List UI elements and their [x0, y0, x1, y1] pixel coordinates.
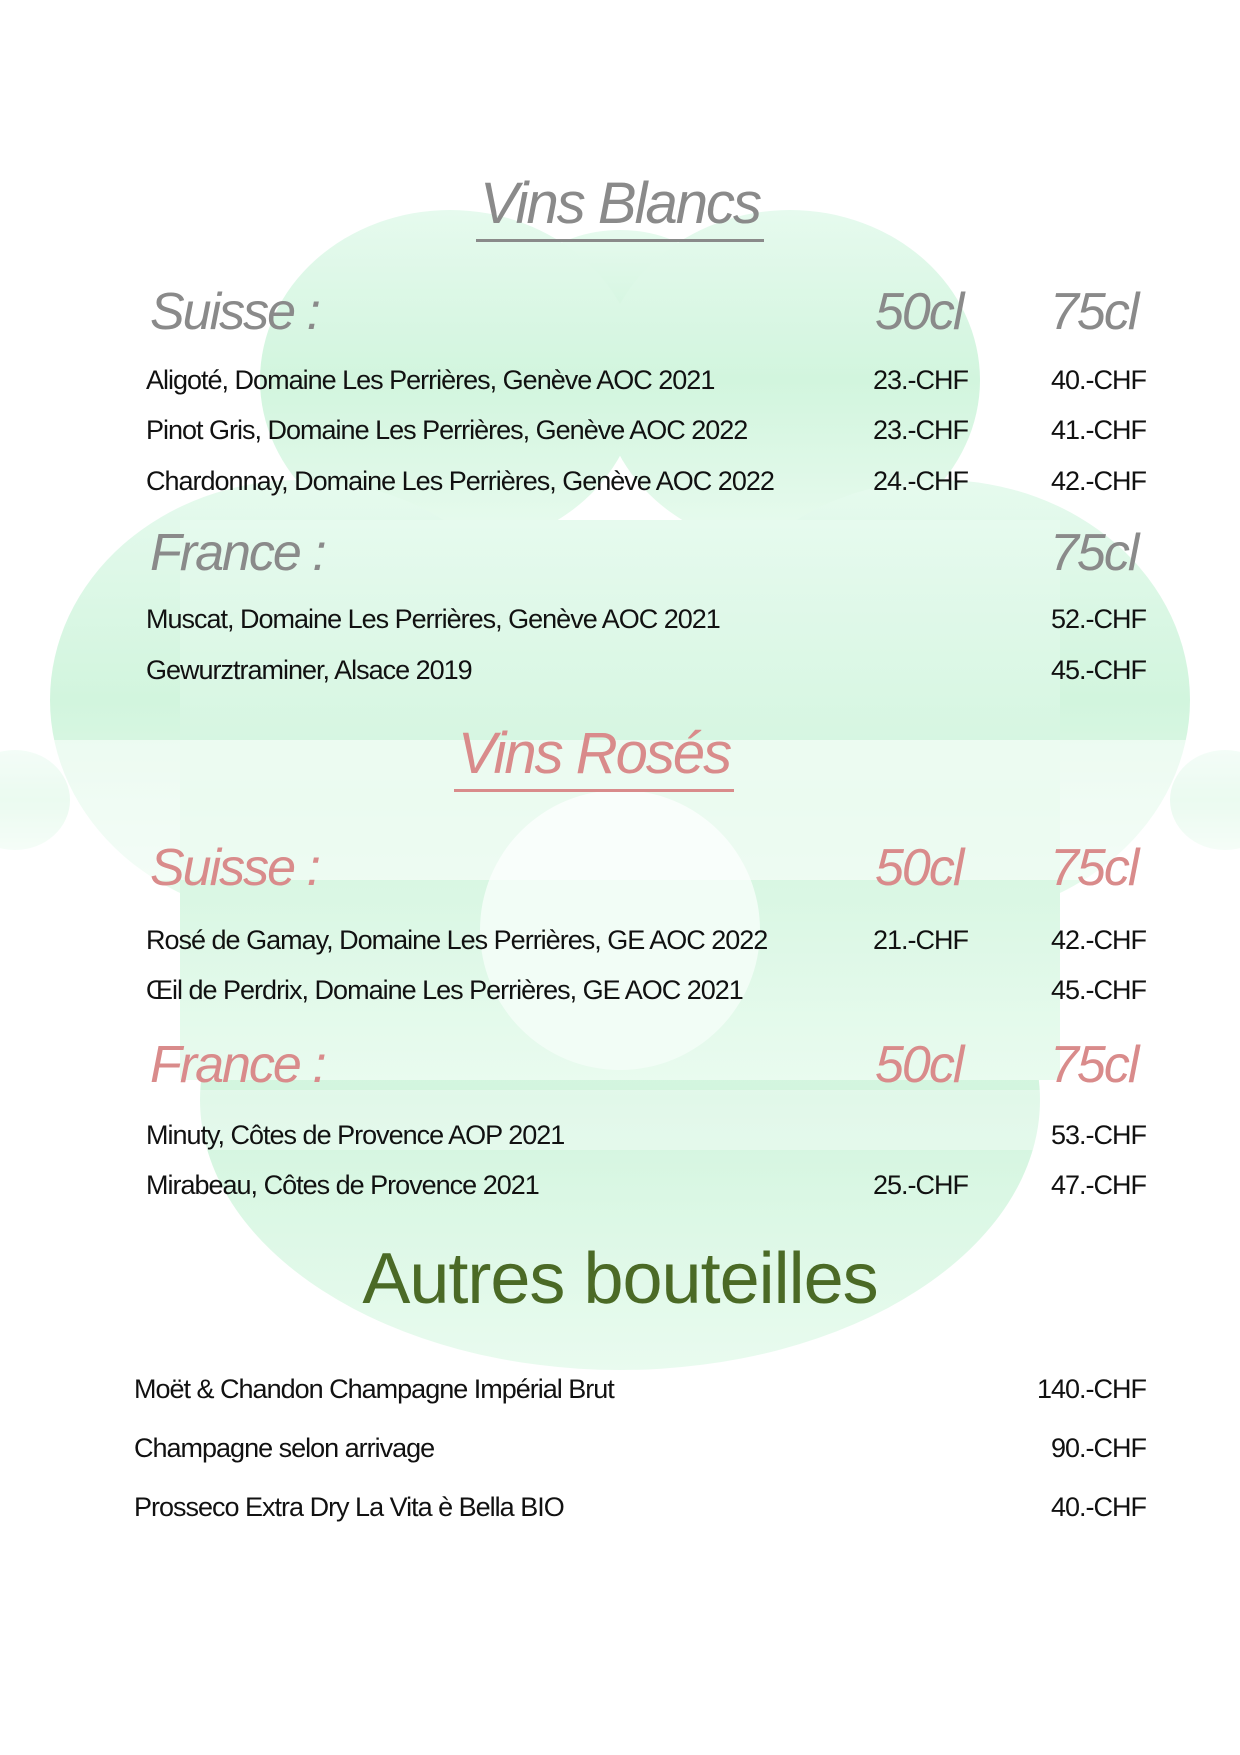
vins-blancs-title: Vins Blancs	[0, 170, 1240, 242]
price-50cl: 25.-CHF	[873, 1170, 969, 1200]
bottle-name: Moët & Chandon Champagne Impérial Brut	[134, 1374, 614, 1404]
wine-name: Minuty, Côtes de Provence AOP 2021	[146, 1120, 565, 1150]
list-item	[134, 1433, 1146, 1467]
col-50cl-label: 50cl	[875, 1036, 963, 1094]
autres-bouteilles-title: Autres bouteilles	[362, 1239, 878, 1319]
bottle-name: Champagne selon arrivage	[134, 1433, 435, 1463]
wine-name: Chardonnay, Domaine Les Perrières, Genève AOC 2022	[146, 466, 774, 496]
section-label: Suisse :	[150, 839, 319, 897]
price-75cl: 53.-CHF	[1050, 1120, 1146, 1150]
list-item	[146, 365, 1146, 399]
bottle-price: 90.-CHF	[1050, 1433, 1146, 1463]
col-75cl-label: 75cl	[1050, 839, 1138, 897]
col-75cl-label: 75cl	[1050, 1036, 1138, 1094]
col-75cl-label: 75cl	[1050, 524, 1138, 582]
bottle-price: 40.-CHF	[1050, 1492, 1146, 1522]
wine-name: Gewurztraminer, Alsace 2019	[146, 655, 472, 685]
wine-name: Mirabeau, Côtes de Provence 2021	[146, 1170, 539, 1200]
price-75cl: 40.-CHF	[1050, 365, 1146, 395]
section-label: France :	[150, 524, 325, 582]
list-item	[146, 415, 1146, 449]
section-label: France :	[150, 1036, 325, 1094]
section-label: Suisse :	[150, 283, 319, 341]
price-75cl: 42.-CHF	[1050, 925, 1146, 955]
price-75cl: 45.-CHF	[1050, 655, 1146, 685]
wine-name: Pinot Gris, Domaine Les Perrières, Genève AOC 2022	[146, 415, 748, 445]
price-75cl: 52.-CHF	[1050, 604, 1146, 634]
price-75cl: 45.-CHF	[1050, 975, 1146, 1005]
col-50cl-label: 50cl	[875, 839, 963, 897]
price-75cl: 47.-CHF	[1050, 1170, 1146, 1200]
list-item	[146, 1120, 1146, 1154]
bottle-name: Prosseco Extra Dry La Vita è Bella BIO	[134, 1492, 564, 1522]
price-50cl: 23.-CHF	[873, 365, 969, 395]
list-item	[146, 604, 1146, 638]
wine-name: Aligoté, Domaine Les Perrières, Genève AOC 2021	[146, 365, 715, 395]
price-75cl: 41.-CHF	[1050, 415, 1146, 445]
list-item	[134, 1492, 1146, 1526]
price-75cl: 42.-CHF	[1050, 466, 1146, 496]
wine-name: Rosé de Gamay, Domaine Les Perrières, GE AOC 2022	[146, 925, 768, 955]
list-item	[146, 466, 1146, 500]
price-50cl: 23.-CHF	[873, 415, 969, 445]
col-50cl-label: 50cl	[875, 283, 963, 341]
vins-roses-title: Vins Rosés	[0, 720, 1214, 792]
price-50cl: 21.-CHF	[873, 925, 969, 955]
list-item	[146, 925, 1146, 959]
list-item	[146, 1170, 1146, 1204]
wine-name: Œil de Perdrix, Domaine Les Perrières, GE AOC 2021	[146, 975, 743, 1005]
price-50cl: 24.-CHF	[873, 466, 969, 496]
wine-name: Muscat, Domaine Les Perrières, Genève AOC 2021	[146, 604, 720, 634]
list-item	[146, 655, 1146, 689]
list-item	[134, 1374, 1146, 1408]
col-75cl-label: 75cl	[1050, 283, 1138, 341]
list-item	[146, 975, 1146, 1009]
bottle-price: 140.-CHF	[1036, 1374, 1146, 1404]
